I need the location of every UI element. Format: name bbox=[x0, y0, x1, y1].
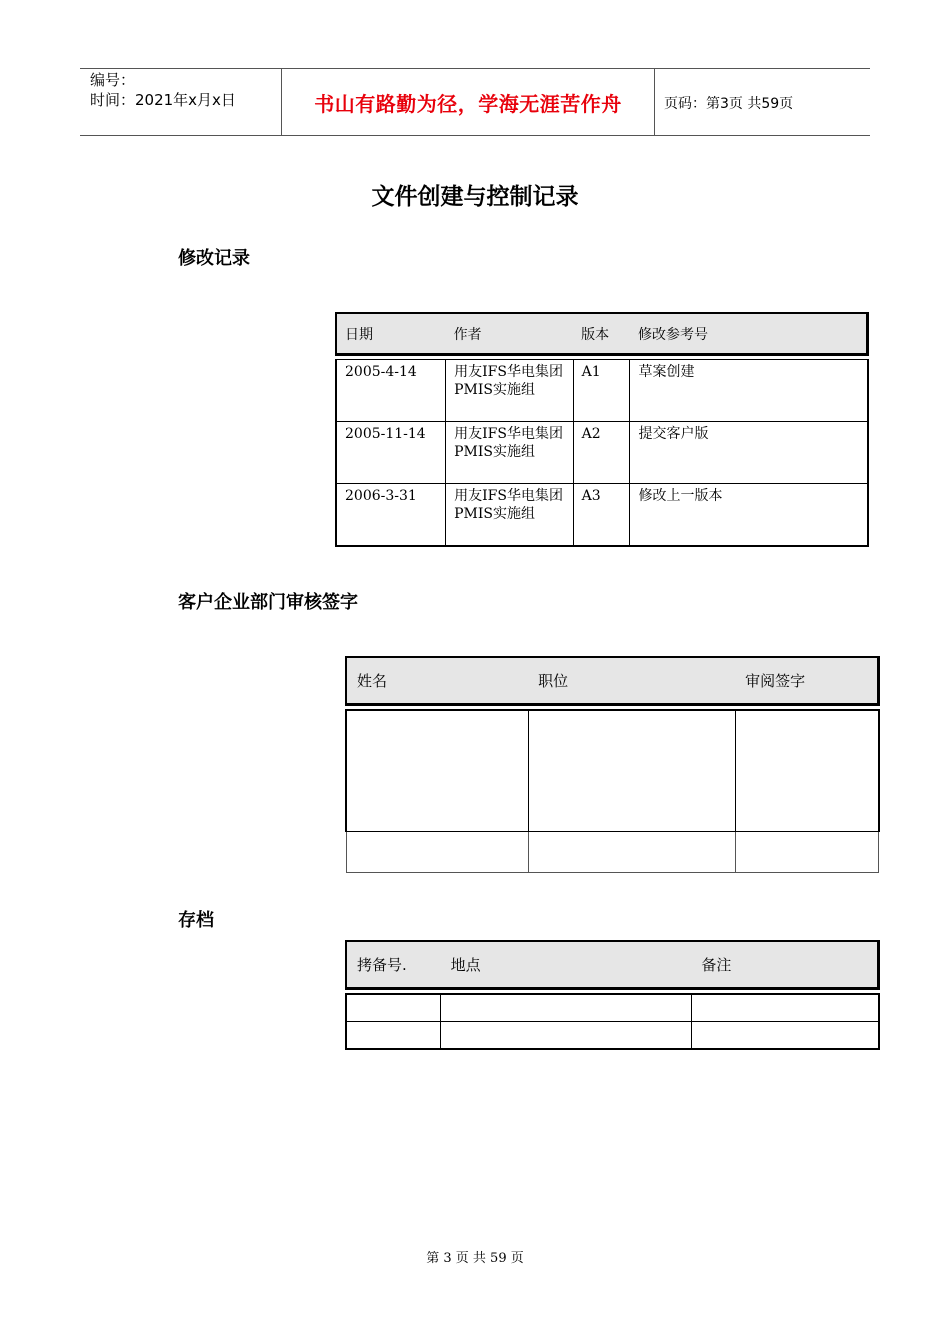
name-cell[interactable] bbox=[346, 832, 528, 873]
column-header-location: 地点 bbox=[441, 941, 692, 989]
archive-section-title: 存档 bbox=[178, 910, 214, 931]
column-header-remark: 备注 bbox=[691, 941, 878, 989]
revision-table bbox=[335, 312, 869, 547]
remark-cell[interactable] bbox=[691, 994, 878, 1022]
cell-author: 用友IFS华电集团PMIS实施组 bbox=[446, 484, 573, 547]
location-cell[interactable] bbox=[441, 994, 692, 1022]
copy-no-cell[interactable] bbox=[346, 994, 441, 1022]
table-row bbox=[346, 832, 879, 873]
column-header-copy-no: 拷备号. bbox=[346, 941, 441, 989]
document-title: 文件创建与控制记录 bbox=[371, 184, 579, 210]
signature-cell[interactable] bbox=[735, 710, 878, 832]
header-motto: 书山有路勤为径，学海无涯苦作舟 bbox=[314, 92, 622, 116]
approval-table-header bbox=[346, 657, 879, 705]
page-footer: 第 3 页 共 59 页 bbox=[426, 1251, 524, 1266]
table-row bbox=[346, 710, 879, 832]
table-row bbox=[346, 994, 879, 1022]
cell-ref: 提交客户版 bbox=[630, 422, 868, 484]
archive-table-header bbox=[346, 941, 879, 989]
header-number: 编号： bbox=[90, 71, 136, 89]
signature-cell[interactable] bbox=[735, 832, 878, 873]
cell-date: 2005-11-14 bbox=[336, 422, 446, 484]
cell-version: A2 bbox=[573, 422, 630, 484]
header-meta bbox=[90, 70, 236, 110]
cell-date: 2005-4-14 bbox=[336, 360, 446, 422]
column-header-position: 职位 bbox=[528, 657, 735, 705]
column-header-signature: 审阅签字 bbox=[735, 657, 878, 705]
header-page-info: 页码：第3页 共59页 bbox=[664, 96, 794, 112]
cell-author: 用友IFS华电集团PMIS实施组 bbox=[446, 360, 573, 422]
approval-table bbox=[345, 656, 880, 873]
column-header-name: 姓名 bbox=[346, 657, 528, 705]
table-row bbox=[336, 422, 868, 484]
archive-table bbox=[345, 940, 880, 1050]
cell-ref: 修改上一版本 bbox=[630, 484, 868, 547]
header-top-rule bbox=[80, 68, 870, 69]
column-header-date: 日期 bbox=[336, 313, 446, 355]
table-row bbox=[336, 484, 868, 547]
table-row bbox=[346, 1022, 879, 1050]
cell-author: 用友IFS华电集团PMIS实施组 bbox=[446, 422, 573, 484]
position-cell[interactable] bbox=[528, 710, 735, 832]
cell-version: A3 bbox=[573, 484, 630, 547]
remark-cell[interactable] bbox=[691, 1022, 878, 1050]
column-header-version: 版本 bbox=[573, 313, 630, 355]
cell-version: A1 bbox=[573, 360, 630, 422]
copy-no-cell[interactable] bbox=[346, 1022, 441, 1050]
revision-section-title: 修改记录 bbox=[178, 248, 250, 269]
column-header-author: 作者 bbox=[446, 313, 573, 355]
position-cell[interactable] bbox=[528, 832, 735, 873]
location-cell[interactable] bbox=[441, 1022, 692, 1050]
name-cell[interactable] bbox=[346, 710, 528, 832]
header-time: 时间：2021年x月x日 bbox=[90, 91, 236, 109]
cell-date: 2006-3-31 bbox=[336, 484, 446, 547]
approval-section-title: 客户企业部门审核签字 bbox=[178, 592, 358, 613]
revision-table-header bbox=[336, 313, 868, 355]
header-bottom-rule bbox=[80, 135, 870, 136]
table-row bbox=[336, 360, 868, 422]
header-divider-right bbox=[654, 68, 655, 136]
cell-ref: 草案创建 bbox=[630, 360, 868, 422]
column-header-ref: 修改参考号 bbox=[630, 313, 868, 355]
